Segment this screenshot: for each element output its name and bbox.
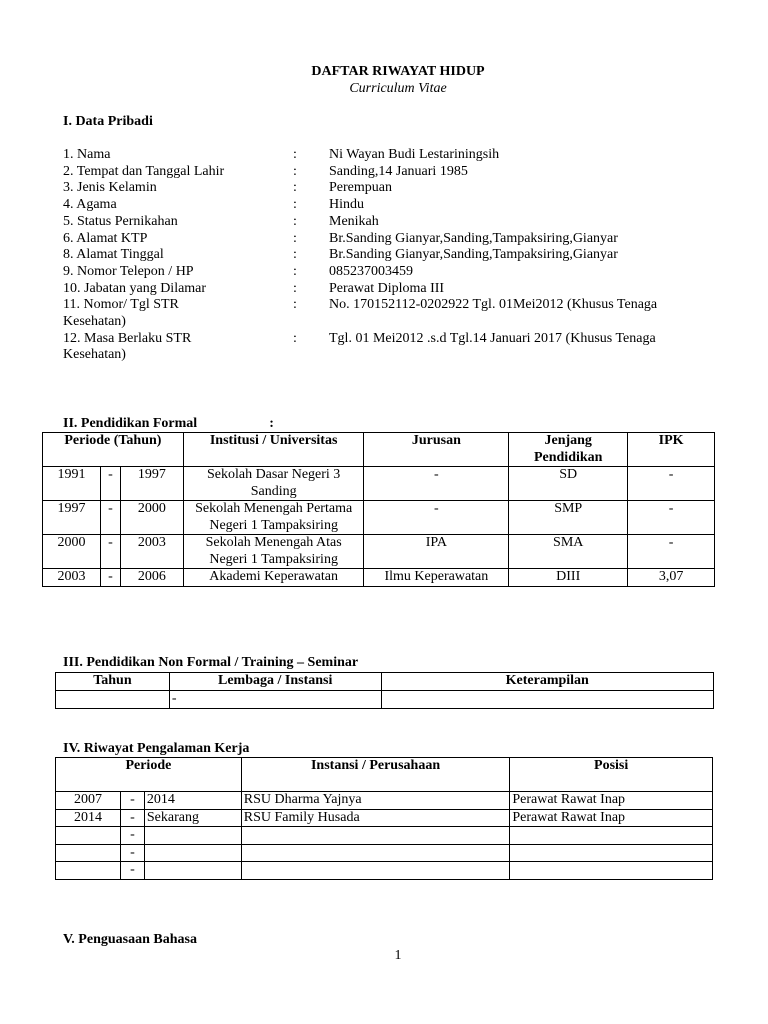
table-header-row bbox=[43, 433, 715, 467]
personal-data-list bbox=[63, 147, 743, 364]
table-row bbox=[56, 862, 713, 880]
section-heading-text: II. Pendidikan Formal bbox=[63, 416, 198, 431]
document-subtitle: Curriculum Vitae bbox=[349, 81, 447, 96]
personal-value: Menikah bbox=[329, 213, 379, 229]
table-row bbox=[56, 792, 713, 810]
personal-row bbox=[63, 264, 743, 281]
cell-end: 1997 bbox=[120, 467, 183, 501]
cell-ipk: - bbox=[628, 467, 715, 501]
personal-value: Tgl. 01 Mei2012 .s.d Tgl.14 Januari 2017 (Khusus Tenaga bbox=[329, 330, 656, 346]
personal-value bbox=[329, 314, 729, 331]
header-tahun: Tahun bbox=[56, 673, 170, 691]
table-row bbox=[56, 827, 713, 845]
personal-colon: : bbox=[293, 180, 297, 196]
cell-dash: - bbox=[120, 792, 144, 810]
personal-value: Perempuan bbox=[329, 180, 392, 196]
personal-colon bbox=[293, 347, 329, 364]
header-periode: Periode (Tahun) bbox=[43, 433, 184, 467]
cell-institusi: Sekolah Menengah Atas Negeri 1 Tampaksiring bbox=[183, 535, 364, 569]
personal-label: 2. Tempat dan Tanggal Lahir bbox=[63, 163, 225, 179]
cell-dash: - bbox=[100, 535, 120, 569]
cell-dash: - bbox=[120, 827, 144, 845]
personal-value bbox=[329, 347, 729, 364]
personal-label: 1. Nama bbox=[63, 147, 111, 162]
cell-end: 2000 bbox=[120, 501, 183, 535]
section-heading-pengalaman-kerja: IV. Riwayat Pengalaman Kerja bbox=[63, 741, 250, 756]
cell-end bbox=[144, 827, 241, 845]
personal-label: 6. Alamat KTP bbox=[63, 230, 148, 246]
non-formal-table bbox=[55, 672, 714, 709]
cell-jurusan: IPA bbox=[364, 535, 509, 569]
cell-dash: - bbox=[100, 569, 120, 587]
personal-colon: : bbox=[293, 213, 297, 229]
cell-dash: - bbox=[120, 862, 144, 880]
personal-label: 5. Status Pernikahan bbox=[63, 213, 178, 229]
cell-posisi bbox=[510, 827, 713, 845]
personal-colon: : bbox=[293, 230, 297, 246]
table-row bbox=[43, 501, 715, 535]
cell-end: 2003 bbox=[120, 535, 183, 569]
cell-start: 1991 bbox=[43, 467, 101, 501]
personal-label: Kesehatan) bbox=[63, 347, 126, 363]
cell-end bbox=[144, 862, 241, 880]
personal-row bbox=[63, 247, 743, 264]
personal-colon: : bbox=[293, 330, 297, 346]
personal-colon: : bbox=[293, 297, 297, 313]
header-instansi: Instansi / Perusahaan bbox=[241, 758, 510, 792]
personal-value: No. 170152112-0202922 Tgl. 01Mei2012 (Khusus Tenaga bbox=[329, 297, 658, 313]
table-row bbox=[43, 467, 715, 501]
header-keterampilan: Keterampilan bbox=[381, 673, 713, 691]
cell-instansi bbox=[241, 862, 510, 880]
personal-label: 3. Jenis Kelamin bbox=[63, 180, 157, 196]
personal-row bbox=[63, 147, 743, 164]
personal-colon: : bbox=[293, 147, 297, 162]
cell-start: 2000 bbox=[43, 535, 101, 569]
personal-label: 9. Nomor Telepon / HP bbox=[63, 263, 194, 279]
personal-value: Hindu bbox=[329, 197, 364, 213]
cell-start bbox=[56, 844, 121, 862]
cell-start: 2003 bbox=[43, 569, 101, 587]
personal-value: Perawat Diploma III bbox=[329, 280, 445, 296]
personal-colon: : bbox=[293, 280, 297, 296]
personal-row bbox=[63, 164, 743, 181]
table-row bbox=[56, 844, 713, 862]
cell-lembaga: - bbox=[169, 690, 381, 708]
header-institusi: Institusi / Universitas bbox=[183, 433, 364, 467]
personal-label: 11. Nomor/ Tgl STR bbox=[63, 297, 179, 313]
table-header-row bbox=[56, 758, 713, 792]
cell-end: 2014 bbox=[144, 792, 241, 810]
section-heading-data-pribadi: I. Data Pribadi bbox=[63, 114, 153, 129]
formal-education-table bbox=[42, 432, 715, 587]
page-number: 1 bbox=[394, 948, 402, 963]
cell-jurusan: - bbox=[364, 501, 509, 535]
cell-jurusan: - bbox=[364, 467, 509, 501]
personal-row bbox=[63, 214, 743, 231]
personal-row bbox=[63, 180, 743, 197]
section-heading-colon: : bbox=[269, 416, 274, 431]
cell-posisi bbox=[510, 844, 713, 862]
personal-row bbox=[63, 331, 743, 348]
cell-posisi bbox=[510, 862, 713, 880]
personal-label: 4. Agama bbox=[63, 197, 117, 213]
personal-row bbox=[63, 297, 743, 314]
section-heading-pendidikan-formal bbox=[63, 416, 274, 432]
cell-end bbox=[144, 844, 241, 862]
personal-value: Sanding,14 Januari 1985 bbox=[329, 163, 468, 179]
cell-jenjang: SMA bbox=[509, 535, 628, 569]
cell-instansi: RSU Family Husada bbox=[241, 809, 510, 827]
section-heading-non-formal: III. Pendidikan Non Formal / Training – Seminar bbox=[63, 655, 359, 670]
personal-row bbox=[63, 314, 743, 331]
cell-end: Sekarang bbox=[144, 809, 241, 827]
cell-jurusan: Ilmu Keperawatan bbox=[364, 569, 509, 587]
personal-colon: : bbox=[293, 163, 297, 179]
header-posisi: Posisi bbox=[510, 758, 713, 792]
work-experience-table bbox=[55, 757, 713, 880]
cell-instansi bbox=[241, 827, 510, 845]
document-title: DAFTAR RIWAYAT HIDUP bbox=[311, 64, 485, 79]
cell-start: 2014 bbox=[56, 809, 121, 827]
cell-start: 2007 bbox=[56, 792, 121, 810]
personal-row bbox=[63, 347, 743, 364]
personal-value: Br.Sanding Gianyar,Sanding,Tampaksiring,Gianyar bbox=[329, 230, 618, 246]
cell-dash: - bbox=[120, 809, 144, 827]
cell-institusi: Sekolah Menengah Pertama Negeri 1 Tampaksiring bbox=[183, 501, 364, 535]
table-row bbox=[43, 569, 715, 587]
personal-row bbox=[63, 281, 743, 298]
header-jurusan: Jurusan bbox=[364, 433, 509, 467]
cell-institusi: Akademi Keperawatan bbox=[183, 569, 364, 587]
cell-start bbox=[56, 862, 121, 880]
personal-value: 085237003459 bbox=[329, 263, 413, 279]
personal-value: Ni Wayan Budi Lestariningsih bbox=[329, 147, 500, 162]
cell-start bbox=[56, 827, 121, 845]
header-periode: Periode bbox=[56, 758, 242, 792]
table-row bbox=[56, 690, 714, 708]
cell-jenjang: DIII bbox=[509, 569, 628, 587]
table-header-row bbox=[56, 673, 714, 691]
cell-end: 2006 bbox=[120, 569, 183, 587]
cell-dash: - bbox=[100, 467, 120, 501]
personal-row bbox=[63, 231, 743, 248]
cell-dash: - bbox=[100, 501, 120, 535]
table-row bbox=[43, 535, 715, 569]
personal-colon: : bbox=[293, 197, 297, 213]
cell-instansi bbox=[241, 844, 510, 862]
cell-posisi: Perawat Rawat Inap bbox=[510, 809, 713, 827]
cell-posisi: Perawat Rawat Inap bbox=[510, 792, 713, 810]
cell-dash: - bbox=[120, 844, 144, 862]
cell-ipk: 3,07 bbox=[628, 569, 715, 587]
personal-label: 12. Masa Berlaku STR bbox=[63, 330, 192, 346]
personal-row bbox=[63, 197, 743, 214]
cell-jenjang: SD bbox=[509, 467, 628, 501]
cell-keterampilan bbox=[381, 690, 713, 708]
cell-ipk: - bbox=[628, 535, 715, 569]
personal-label: Kesehatan) bbox=[63, 314, 126, 330]
header-lembaga: Lembaga / Instansi bbox=[169, 673, 381, 691]
personal-colon: : bbox=[293, 247, 297, 263]
cell-ipk: - bbox=[628, 501, 715, 535]
personal-colon bbox=[293, 314, 329, 331]
personal-colon: : bbox=[293, 263, 297, 279]
cell-jenjang: SMP bbox=[509, 501, 628, 535]
cell-institusi: Sekolah Dasar Negeri 3 Sanding bbox=[183, 467, 364, 501]
header-ipk: IPK bbox=[628, 433, 715, 467]
header-jenjang: Jenjang Pendidikan bbox=[509, 433, 628, 467]
personal-label: 8. Alamat Tinggal bbox=[63, 247, 164, 263]
cell-start: 1997 bbox=[43, 501, 101, 535]
cell-tahun bbox=[56, 690, 170, 708]
table-row bbox=[56, 809, 713, 827]
section-heading-bahasa: V. Penguasaan Bahasa bbox=[63, 932, 197, 947]
personal-label: 10. Jabatan yang Dilamar bbox=[63, 280, 207, 296]
cell-instansi: RSU Dharma Yajnya bbox=[241, 792, 510, 810]
personal-value: Br.Sanding Gianyar,Sanding,Tampaksiring,Gianyar bbox=[329, 247, 618, 263]
